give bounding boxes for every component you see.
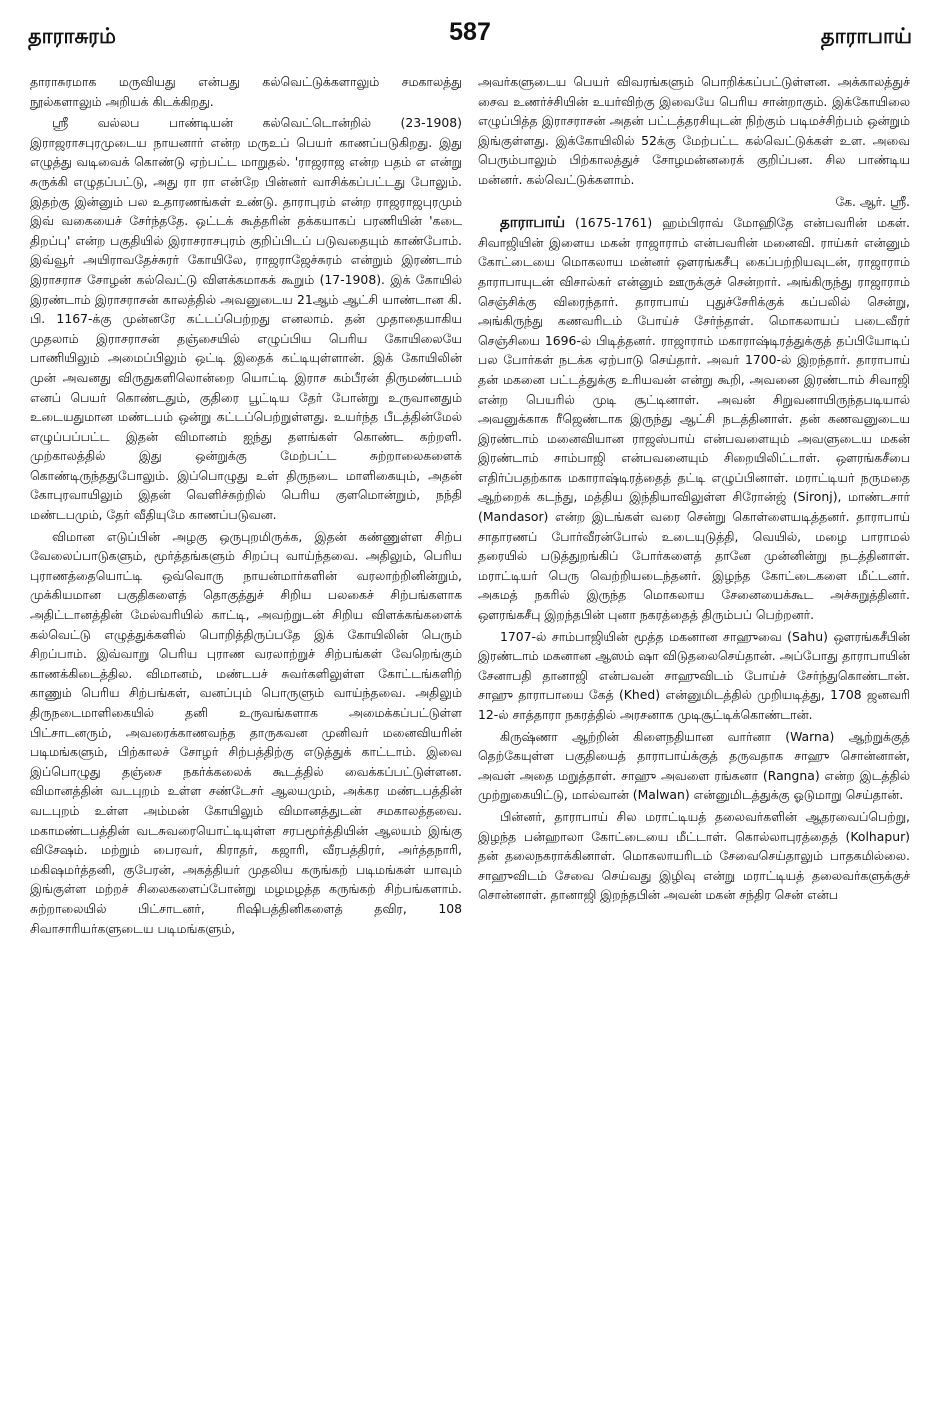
right-column <box>478 72 910 1412</box>
page-header <box>28 16 912 56</box>
entry-text: (1675-1761) ஹம்பிராவ் மோஹிதே என்பவரின் மகள். சிவாஜியின் இளைய மகன் ராஜாராம் என்பவரின் மனைவி. ராய்கர் என்னும் கோட்டையை மொகலாய மன்னர் ஔரங்கசீபு கைப்பற்றியவுடன், ராஜாராம் தாராபாயுடன் விசால்கர் என்னும் ஊருக்குச் சென்றார். அங்கிருந்து ராஜாராம் செஞ்சிக்கு விரைந்தார். தாராபாய் புதுச்சேரிக்குக் கப்பலில் சென்று, அங்கிருந்து கணவரிடம் போய்ச் சேர்ந்தாள். மொகலாயப் படைவீரர் செஞ்சியை 1696-ல் பிடித்தனர். ராஜாராம் மகாராஷ்டிரத்துக்குத் தப்பியோடிப் பல போர்கள் நடக்க ஏற்பாடு செய்தார். அவர் 1700-ல் இறந்தார். தாராபாய் தன் மகனை பட்டத்துக்கு உரியவன் என்று கூறி, அவனை இரண்டாம் சிவாஜி என்ற பெயரில் முடி சூட்டினாள். அவன் சிறுவனாயிருந்தபடியால் அவனுக்காக ரீஜெண்டாக இருந்து ஆட்சி நடத்தினாள். தன் கணவனுடைய இரண்டாம் மனைவியான ராஜஸ்பாய் என்பவளையும் அவளுடைய மகன் இரண்டாம் சாம்பாஜி என்பவனையும் சிறையிலிட்டாள். ஔரங்கசீபை எதிர்ப்பதற்காக மகாராஷ்டிரத்தைத் தட்டி எழுப்பினாள். மராட்டியர் நருமதை ஆற்றைக் கடந்து, மத்திய இந்தியாவிலுள்ள சிரோன்ஜ் (Sironj), மாண்டசார் (Mandasor) என்ற இடங்கள் வரை சென்று கொள்ளையடித்தனர். தாராபாய் சாதாரணப் போர்வீரன்போல் உடையுடுத்தி, வெயில், மழை பாராமல் தரையில் படுத்துறங்கிப் போர்களைத் தானே முன்னின்று நடத்தினாள். மராட்டியர் பெரு வெற்றியடைந்தனர். இழந்த கோட்டைகளை மீட்டனர். அகமத் நகரில் இருந்த மொகலாய சேனையைக்கூட அச்சுறுத்தினர். ஔரங்கசீபு இறந்தபின் புனா நகரத்தைத் திரும்பப் பெற்றனர். <box>478 215 910 623</box>
page-number: 587 <box>449 18 491 46</box>
paragraph: பின்னர், தாராபாய் சில மராட்டியத் தலைவர்களின் ஆதரவைப்பெற்று, இழந்த பன்ஹாலா கோட்டையை மீட்டாள். கொல்லாபுரத்தைத் (Kolhapur) தன் தலைநகராக்கினாள். மொகலாயரிடம் சேவைசெய்தாலும் பாதகமில்லை. சாஹுவிடம் சேவை செய்வது இழிவு என்று மராட்டியத் தலைவர்களுக்குச் சொன்னாள். தானாஜி இறந்தபின் அவன் மகன் சந்திர சென் என்ப <box>478 808 910 903</box>
running-head-left: தாராசுரம் <box>28 24 116 48</box>
paragraph: கிருஷ்ணா ஆற்றின் கிளைநதியான வார்னா (Warna) ஆற்றுக்குத் தெற்கேயுள்ள பகுதியைத் தாராபாய்க்குத் தருவதாக சாஹு சொன்னான், அவள் அதை மறுத்தாள். சாஹு அவளை ரங்கனா (Rangna) என்ற இடத்தில் முற்றுகையிட்டு, மால்வான் (Malwan) என்னுமிடத்துக்கு ஓடுமாறு செய்தான். <box>478 728 910 803</box>
left-column <box>30 72 462 1412</box>
entry-first-paragraph <box>478 213 910 624</box>
author-signature: கே. ஆர். ஸ்ரீ. <box>835 193 910 209</box>
running-head-right: தாராபாய் <box>820 24 912 48</box>
paragraph: விமான எடுப்பின் அழகு ஒருபுறமிருக்க, இதன் கண்ணுள்ள சிற்ப வேலைப்பாடுகளும், மூர்த்தங்களும் சிறப்பு வாய்ந்தவை. அதிலும், பெரிய புராணத்தையொட்டி ஒவ்வொரு நாயன்மார்களின் வரலாற்றினின்றும், முக்கியமான பகுதிகளைத் தொகுத்துச் சிறிய பலகைச் சிற்பங்களாக அதிட்டானத்தின் மேல்வரியில் காட்டி, அவற்றுடன் சிறிய விளக்கங்களைக் கல்வெட்டு எழுத்துக்களில் பொறித்திருப்பதே இக் கோயிலின் பெரும் சிறப்பாம். இவ்வாறு பெரிய புராண வரலாற்றுச் சிற்பங்கள் வேறெங்கும் காணக்கிடைத்தில. விமானம், மண்டபச் சுவர்களிலுள்ள கோட்டங்களிற் காணும் பெரிய சிற்பங்கள், வனப்பும் பொருளும் வாய்ந்தவை. அதிலும் திருநடைமாளிகையில் தனி உருவங்களாக அமைக்கப்பட்டுள்ள பிட்சாடனரும், அவரைக்காணவந்த தாருகவன முனிவர் மனைவியரின் படிமங்களும், பிற்காலச் சோழர் சிற்பத்திற்கு எடுத்துக் காட்டாம். இவை இப்பொழுது தஞ்சை நகர்க்கலைக் கூடத்தில் வைக்கப்பட்டுள்ளன. விமானத்தின் வடபுறம் உள்ள சண்டேசர் ஆலயமும், அக்கர மண்டபத்தின் வடபுறம் உள்ள அம்மன் கோயிலும் விமானத்துடன் சமகாலத்தவை. மகாமண்டபத்தின் வடசுவரையொட்டியுள்ள சரபமூர்த்தியின் ஆலயம் இங்கு விசேஷம். மற்றும் பைரவர், கிராதர், கஜாரி, வீரபத்திரர், அர்த்தநாரி, மகிஷமர்த்தனி, குபேரன், அகத்தியர் முதலிய கருங்கற் படிமங்கள் யாவும் இங்குள்ள மற்றச் சிலைகளைப்போன்று மழமழத்த கருங்கற் சிற்பங்களாம். சுற்றாலையில் பிட்சாடனர், ரிஷிபத்தினிகளைத் தவிர, 108 சிவாசாரியர்களுடைய படிமங்களும், <box>30 528 462 936</box>
paragraph: தாராசுரமாக மருவியது என்பது கல்வெட்டுக்களாலும் சமகாலத்து நூல்களாலும் அறியக் கிடக்கிறது. <box>30 74 462 109</box>
paragraph: 1707-ல் சாம்பாஜியின் மூத்த மகனான சாஹுவை (Sahu) ஔரங்கசீபின் இரண்டாம் மகனான ஆஸம் ஷா விடுதலைசெய்தான். அப்போது தாராபாயின் சேனாபதி தானாஜி என்பவன் சாஹுவிடம் போய்ச் சேர்ந்துகொண்டான். சாஹு தாராபாயை கேத் (Khed) என்னுமிடத்தில் முறியடித்து, 1708 ஜனவரி 12-ல் சாத்தாரா நகரத்தில் அரசனாக முடிசூட்டிக்கொண்டான். <box>478 628 910 722</box>
entry-title: தாராபாய் <box>500 213 566 232</box>
paragraph: அவர்களுடைய பெயர் விவரங்களும் பொறிக்கப்பட்டுள்ளன. அக்காலத்துச் சைவ உணர்ச்சியின் உயர்விற்கு இவையே பெரிய சான்றாகும். இக்கோயிலை எழுப்பித்த இராசராசன் அதன் பட்டத்தரசியுடன் நிற்கும் படிமச்சிற்பம் ஒன்றும் இங்குள்ளது. இக்கோயிலில் 52க்கு மேற்பட்ட கல்வெட்டுக்கள் உள. அவை பெரும்பாலும் பிற்காலத்துச் சோழமன்னரைக் குறிப்பன. சில பாண்டிய மன்னர். கல்வெட்டுக்களாம். <box>478 74 910 187</box>
paragraph: ஸ்ரீ வல்லப பாண்டியன் கல்வெட்டொன்றில் (23-1908) இராஜராசபுரமுடைய நாயனார் என்ற மருஉப் பெயர் காணப்படுகிறது. இது எழுத்து வடிவைக் கொண்டு ஏற்பட்ட மாறுதல். 'ராஜராஜ என்ற பதம் எ என்று சுருக்கி எழுதப்பட்டு, அது ரா ரா என்றே பின்னர் வாசிக்கப்பட்டது போலும். இதற்கு இன்னும் பல உதாரணங்கள் உண்டு. தாராபுரம் என்ற ராஜராஜபுரமும் இவ் வகையைச் சேர்ந்ததே. ஒட்டக் கூத்தரின் தக்கயாகப் பரணியின் 'கடை திறப்பு' என்ற பகுதியில் இராசராசபுரம் குறிப்பிடப் படுவதையும் காண்போம். இவ்வூர் அயிராவதேச்சுரர் கோயிலே, ராஜராஜேச்சுரம் என்றும் இரண்டாம் இராசராச சோழன் கல்வெட்டு விளக்கமாகக் கூறும் (17-1908). இக் கோயில் இரண்டாம் இராசராசன் காலத்தில் அவனுடைய 21ஆம் ஆட்சி யாண்டான கி. பி. 1167-க்கு முன்னரே கட்டப்பெற்றது எனலாம். தன் முதாதையாகிய முதலாம் இராசராசன் தஞ்சையில் எழுப்பிய பெரிய கோயிலையே பாணியிலும் அமைப்பிலும் ஒட்டி இதைக் கட்டியுள்ளான். இக் கோயிலின் முன் அவனது விருதுகளிலொன்றை யொட்டி இராச கம்பீரன் திருமண்டபம் எனப் பெயர் கொண்டதும், குதிரை பூட்டிய தேர் போன்று உருவானதும் உடையதுமான மண்டபம் ஒன்று கட்டப்பெற்றுள்ளது. உயர்ந்த பீடத்தின்மேல் எழுப்பப்பட்ட இதன் விமானம் ஐந்து தளங்கள் கொண்ட கற்றளி. முற்காலத்தில் இது ஒன்றுக்கு மேற்பட்ட சுற்றாலைகளைக் கொண்டிருந்ததுபோலும். இப்பொழுது உள் திருநடை மாளிகையும், அதன் கோபுரவாயிலும் இதன் வெளிச்சுற்றில் பெரிய குளமொன்றும், நந்தி மண்டபமும், தேர் வீதியுமே காணப்படுவன. <box>30 115 462 523</box>
